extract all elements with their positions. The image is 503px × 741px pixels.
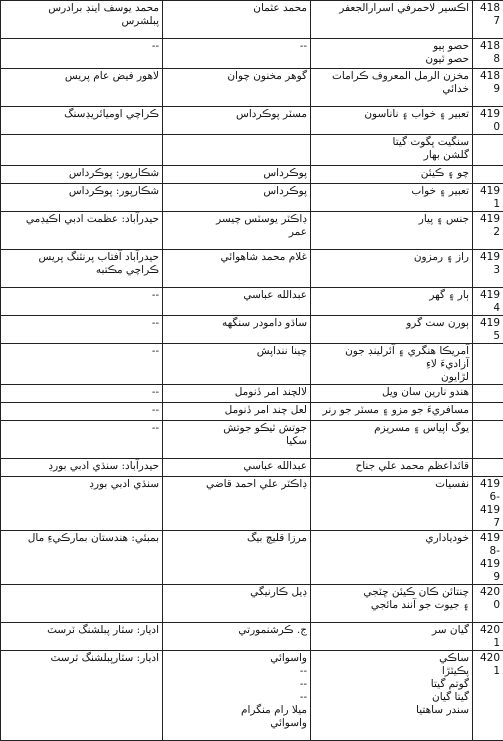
book-author-line: -- [166,678,307,691]
book-title-cell [311,250,473,288]
book-author-line: سکيا [166,435,307,448]
entry-number-line [476,136,500,149]
book-author-cell [163,344,311,385]
entry-number-line [476,404,500,417]
book-publisher-cell [1,250,163,288]
entry-number-cell [473,421,503,459]
entry-number-line: 4199 [476,558,500,584]
book-title-cell [311,316,473,344]
book-title-cell [311,385,473,403]
book-author-line: مرزا قليچ بيگ [166,532,307,545]
book-author-cell [163,385,311,403]
book-author-line: عبدالله عباسي [166,460,307,473]
book-author-cell [163,212,311,250]
book-publisher-line: محمد يوسف اينڊ برادرس [4,2,159,15]
book-title-line: تعبير ۽ خواب ۽ ناناسون [314,108,469,121]
table-row [1,288,503,316]
book-author-line: ساڌو دامودر سنگهه [166,317,307,330]
book-author-line: غلام محمد شاهوائي [166,251,307,264]
entry-number-line [476,460,500,473]
book-author-line: -- [166,40,307,53]
book-publisher-line: سنڌي ادبي بورڊ [4,478,159,491]
book-title-line: گيان سر [314,624,469,637]
book-title-line: جنس ۽ پيار [314,213,469,226]
book-title-cell [311,184,473,212]
entry-number-cell [473,459,503,477]
catalog-table-body [1,1,503,741]
entry-number-cell [473,135,503,166]
book-author-cell [163,1,311,39]
book-author-line: چينا ننداپش [166,345,307,358]
book-author-line: محمد عثمان [166,2,307,15]
table-row [1,107,503,135]
table-row [1,421,503,459]
book-title-line: گوتم گيتا [314,678,469,691]
entry-number-cell [473,184,503,212]
book-publisher-cell [1,184,163,212]
book-author-line [166,136,307,149]
book-publisher-cell [1,651,163,741]
entry-number-line: 4198- [476,532,500,558]
table-row [1,1,503,39]
book-title-line: آمريڪا هنگري ۽ آئرلينڊ جون آزاديءَ لاءِ [314,345,469,371]
book-title-line: مخزن الرمل المعروف ڪرامات [314,70,469,83]
book-author-cell [163,39,311,69]
book-author-cell [163,623,311,651]
book-publisher-line: شڪارپور: پوڪرداس [4,167,159,180]
book-publisher-line: ڪراچي مڪتبه [4,264,159,277]
book-title-line: حصو ٻيو [314,40,469,53]
book-title-line: چنتائن ڪان ڪيئن ڇٽجي [314,586,469,599]
book-publisher-cell [1,459,163,477]
entry-number-line: 4196- [476,478,500,504]
book-author-line: واسوائي [166,717,307,730]
book-title-line: خودياداري [314,532,469,545]
book-title-cell [311,531,473,585]
book-publisher-line: ڪراچي اوميائريڊسنگ [4,108,159,121]
table-row [1,316,503,344]
table-row [1,250,503,288]
book-author-line: عمر [166,226,307,239]
table-row [1,344,503,385]
book-title-line: نفسيات [314,478,469,491]
book-publisher-cell [1,212,163,250]
book-publisher-line: بمبئي: هندستان بمارڪيءِ مال [4,532,159,545]
entry-number-line [476,422,500,435]
book-author-cell [163,585,311,623]
entry-number-cell [473,1,503,39]
entry-number-line: 4192 [476,213,500,239]
entry-number-line: 4190 [476,108,500,134]
book-publisher-cell [1,585,163,623]
entry-number-line: 4197 [476,504,500,530]
book-author-line: ڊاڪٽر يوسٽس چيسر [166,213,307,226]
entry-number-line [476,386,500,399]
book-title-line: حصو ٽيون [314,53,469,66]
book-title-cell [311,288,473,316]
entry-number-cell [473,69,503,107]
book-publisher-cell [1,623,163,651]
entry-number-cell [473,477,503,531]
book-author-cell [163,69,311,107]
book-title-line: ساڪي [314,652,469,665]
book-author-line: ج. ڪرشنمورتي [166,624,307,637]
entry-number-cell [473,651,503,741]
book-title-cell [311,107,473,135]
book-publisher-cell [1,421,163,459]
book-author-line: لالچند امر ڏنومل [166,386,307,399]
entry-number-cell [473,166,503,184]
book-title-line: تعبير ۽ خواب [314,185,469,198]
book-title-line: گيتا گيان [314,691,469,704]
entry-number-cell [473,212,503,250]
book-publisher-line: -- [4,345,159,358]
entry-number-cell [473,531,503,585]
entry-number-line: 4201 [476,624,500,650]
book-author-cell [163,250,311,288]
book-title-line: پڪيٽڙا [314,665,469,678]
entry-number-line: 4191 [476,185,500,211]
book-publisher-line [4,136,159,149]
book-publisher-line: پبلشرس [4,15,159,28]
book-title-line: گلشن بهار [314,149,469,162]
book-author-cell [163,135,311,166]
entry-number-line: 4194 [476,289,500,315]
book-title-cell [311,403,473,421]
entry-number-line [476,345,500,358]
entry-number-line: 4187 [476,2,500,28]
table-row [1,459,503,477]
book-author-line: -- [166,665,307,678]
book-publisher-line: اديار: سٽار پبلشنگ ٽرسٽ [4,624,159,637]
book-title-cell [311,651,473,741]
book-author-line: ڊيل ڪارنيگي [166,586,307,599]
book-title-cell [311,623,473,651]
book-publisher-cell [1,344,163,385]
book-publisher-cell [1,403,163,421]
table-row [1,69,503,107]
book-title-line: لڙايون [314,371,469,384]
book-publisher-cell [1,1,163,39]
book-publisher-line: -- [4,289,159,302]
entry-number-cell [473,344,503,385]
book-title-line: سندر ساهتيا [314,704,469,717]
entry-number-cell [473,107,503,135]
table-row [1,166,503,184]
book-title-line: خدائي [314,83,469,96]
entry-number-cell [473,316,503,344]
book-title-line: قائداعظم محمد علي جناح [314,460,469,473]
book-publisher-cell [1,107,163,135]
table-row [1,212,503,250]
entry-number-line: 4201 [476,652,500,678]
book-publisher-cell [1,316,163,344]
book-author-line: پوڪرداس [166,167,307,180]
book-publisher-line [4,586,159,599]
entry-number-cell [473,250,503,288]
book-publisher-cell [1,477,163,531]
book-publisher-line: -- [4,422,159,435]
book-title-line: ٻار ۽ گهر [314,289,469,302]
entry-number-cell [473,385,503,403]
book-publisher-cell [1,288,163,316]
book-author-cell [163,288,311,316]
book-author-line: مسٽر پوڪرداس [166,108,307,121]
book-author-line: پوڪرداس [166,185,307,198]
book-publisher-cell [1,166,163,184]
table-row [1,477,503,531]
table-row [1,585,503,623]
book-title-line: سنگيت پگوت گيتا [314,136,469,149]
entry-number-cell [473,288,503,316]
book-publisher-line: -- [4,40,159,53]
book-publisher-line: حيدرآباد: سنڌي ادبي بورڊ [4,460,159,473]
book-publisher-line: حيدرآباد: عظمت ادبي اڪيڊمي [4,213,159,226]
book-publisher-line: -- [4,317,159,330]
entry-number-line: 4189 [476,70,500,96]
book-author-cell [163,477,311,531]
book-author-cell [163,421,311,459]
book-author-cell [163,651,311,741]
book-publisher-cell [1,385,163,403]
book-author-cell [163,316,311,344]
book-author-line: ميلا رام منگرام [166,704,307,717]
entry-number-cell [473,39,503,69]
book-author-line: گوهر مخنون چوان [166,70,307,83]
book-title-line: ٻورن ست گرو [314,317,469,330]
book-title-cell [311,69,473,107]
table-row [1,403,503,421]
book-title-cell [311,459,473,477]
entry-number-cell [473,403,503,421]
book-publisher-cell [1,531,163,585]
book-title-cell [311,421,473,459]
book-publisher-cell [1,135,163,166]
book-author-cell [163,459,311,477]
entry-number-line [476,167,500,180]
book-title-cell [311,212,473,250]
book-author-line: عبدالله عباسي [166,289,307,302]
book-publisher-cell [1,39,163,69]
table-row [1,531,503,585]
entry-number-cell [473,623,503,651]
book-author-cell [163,107,311,135]
book-title-cell [311,585,473,623]
book-title-line: مسافريءَ جو مزو ۽ مسٽر جو رنر [314,404,469,417]
book-publisher-line: شڪارپور: پوڪرداس [4,185,159,198]
book-title-cell [311,477,473,531]
book-title-line: هندو نارين سان ويل [314,386,469,399]
book-title-line: اڪسير لاحمرفي اسرارالجعفر [314,2,469,15]
book-title-line: چو ۽ ڪيئن [314,167,469,180]
book-title-line: يوگ اپياس ۽ مسريزم [314,422,469,435]
book-author-cell [163,403,311,421]
book-title-line: ۽ جيوت جو آنند مائجي [314,599,469,612]
book-author-line: ڊاڪٽر علي احمد قاضي [166,478,307,491]
entry-number-cell [473,585,503,623]
book-author-line: واسوائي [166,652,307,665]
book-publisher-cell [1,69,163,107]
book-publisher-line: -- [4,404,159,417]
book-publisher-line: -- [4,386,159,399]
book-author-line: -- [166,691,307,704]
book-title-cell [311,39,473,69]
table-row [1,623,503,651]
book-author-cell [163,166,311,184]
entry-number-line: 4193 [476,251,500,277]
table-row [1,651,503,741]
book-publisher-line: لاهور فيض عام پريس [4,70,159,83]
table-row [1,184,503,212]
book-author-line: جوتش ٽيڪو جوتش [166,422,307,435]
book-title-cell [311,344,473,385]
book-author-line: لعل چند امر ڏنومل [166,404,307,417]
entry-number-line: 4188 [476,40,500,66]
table-row [1,39,503,69]
entry-number-line: 4195 [476,317,500,343]
book-author-cell [163,184,311,212]
book-title-line: راز ۽ رمزون [314,251,469,264]
book-title-cell [311,135,473,166]
book-publisher-line: اديار: سٽارپبلشنگ ٽرسٽ [4,652,159,665]
entry-number-line: 4200 [476,586,500,612]
book-author-cell [163,531,311,585]
book-title-cell [311,166,473,184]
book-publisher-line: حيدرآباد آفتاب پرنٽنگ پريس [4,251,159,264]
table-row [1,385,503,403]
book-title-cell [311,1,473,39]
table-row [1,135,503,166]
